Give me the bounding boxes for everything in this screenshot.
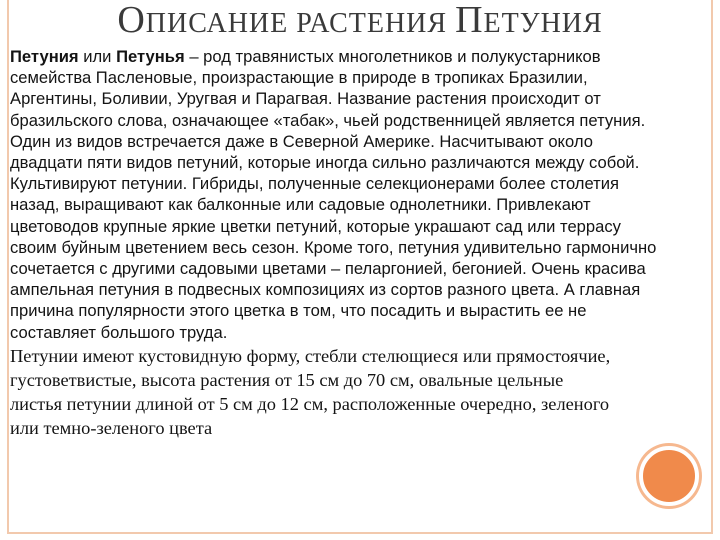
intro-first-line	[10, 46, 718, 67]
intro-line: составляет большого труда.	[10, 322, 228, 342]
description-line: Петунии имеют кустовидную форму, стебли стелющиеся или прямостоячие,	[10, 345, 611, 366]
term-petunya: Петунья	[116, 47, 185, 66]
intro-line: причина популярности этого цветка в том, что посадить и вырастить ее не	[10, 301, 587, 321]
title-part-1: ПИСАНИЕ РАСТЕНИЯ	[145, 8, 456, 39]
title-initial-2: П	[455, 0, 484, 41]
term-connector: или	[78, 47, 117, 66]
decorative-circle	[639, 446, 699, 506]
intro-line: ампельная петуния в подвесных композициях из сортов разного цвета. А главная	[10, 280, 641, 300]
term-petunia: Петуния	[10, 47, 79, 66]
intro-line: Культивируют петунии. Гибриды, полученные селекционерами более столетия	[10, 174, 620, 194]
intro-line: семейства Пасленовые, произрастающие в природе в тропиках Бразилии,	[10, 68, 588, 88]
title-initial-1: О	[117, 0, 146, 41]
intro-line: своим буйным цветением весь сезон. Кроме того, петуния удивительно гармонично	[10, 237, 657, 257]
description-line: или темно-зеленого цвета	[10, 417, 213, 438]
intro-line: Аргентины, Боливии, Уругвая и Парагвая. Название растения происходит от	[10, 89, 601, 109]
intro-line: назад, выращивают как балконные или садовые однолетники. Привлекают	[10, 195, 591, 215]
intro-first-line-rest: – род травянистых многолетников и полукустарников	[184, 47, 601, 66]
slide-body	[10, 46, 718, 440]
intro-line: сочетается с другими садовыми цветами – пеларгонией, бегонией. Очень красива	[10, 259, 646, 279]
slide-title	[0, 0, 720, 44]
intro-line: бразильского слова, означающее «табак», чьей родственницей является петуния.	[10, 110, 646, 130]
intro-line: Один из видов встречается даже в Северной Америке. Насчитывают около	[10, 131, 593, 151]
description-line: листья петунии длиной от 5 см до 12 см, расположенные очередно, зеленого	[10, 393, 610, 414]
description-paragraph	[10, 344, 718, 440]
intro-paragraph	[10, 46, 718, 343]
intro-line: двадцати пяти видов петуний, которые иногда сильно различаются между собой.	[10, 153, 640, 173]
description-line: густоветвистые, высота растения от 15 см до 70 см, овальные цельные	[10, 369, 564, 390]
title-part-2: ЕТУНИЯ	[483, 8, 603, 39]
intro-line: цветоводов крупные яркие цветки петуний, которые украшают сад или террасу	[10, 216, 621, 236]
